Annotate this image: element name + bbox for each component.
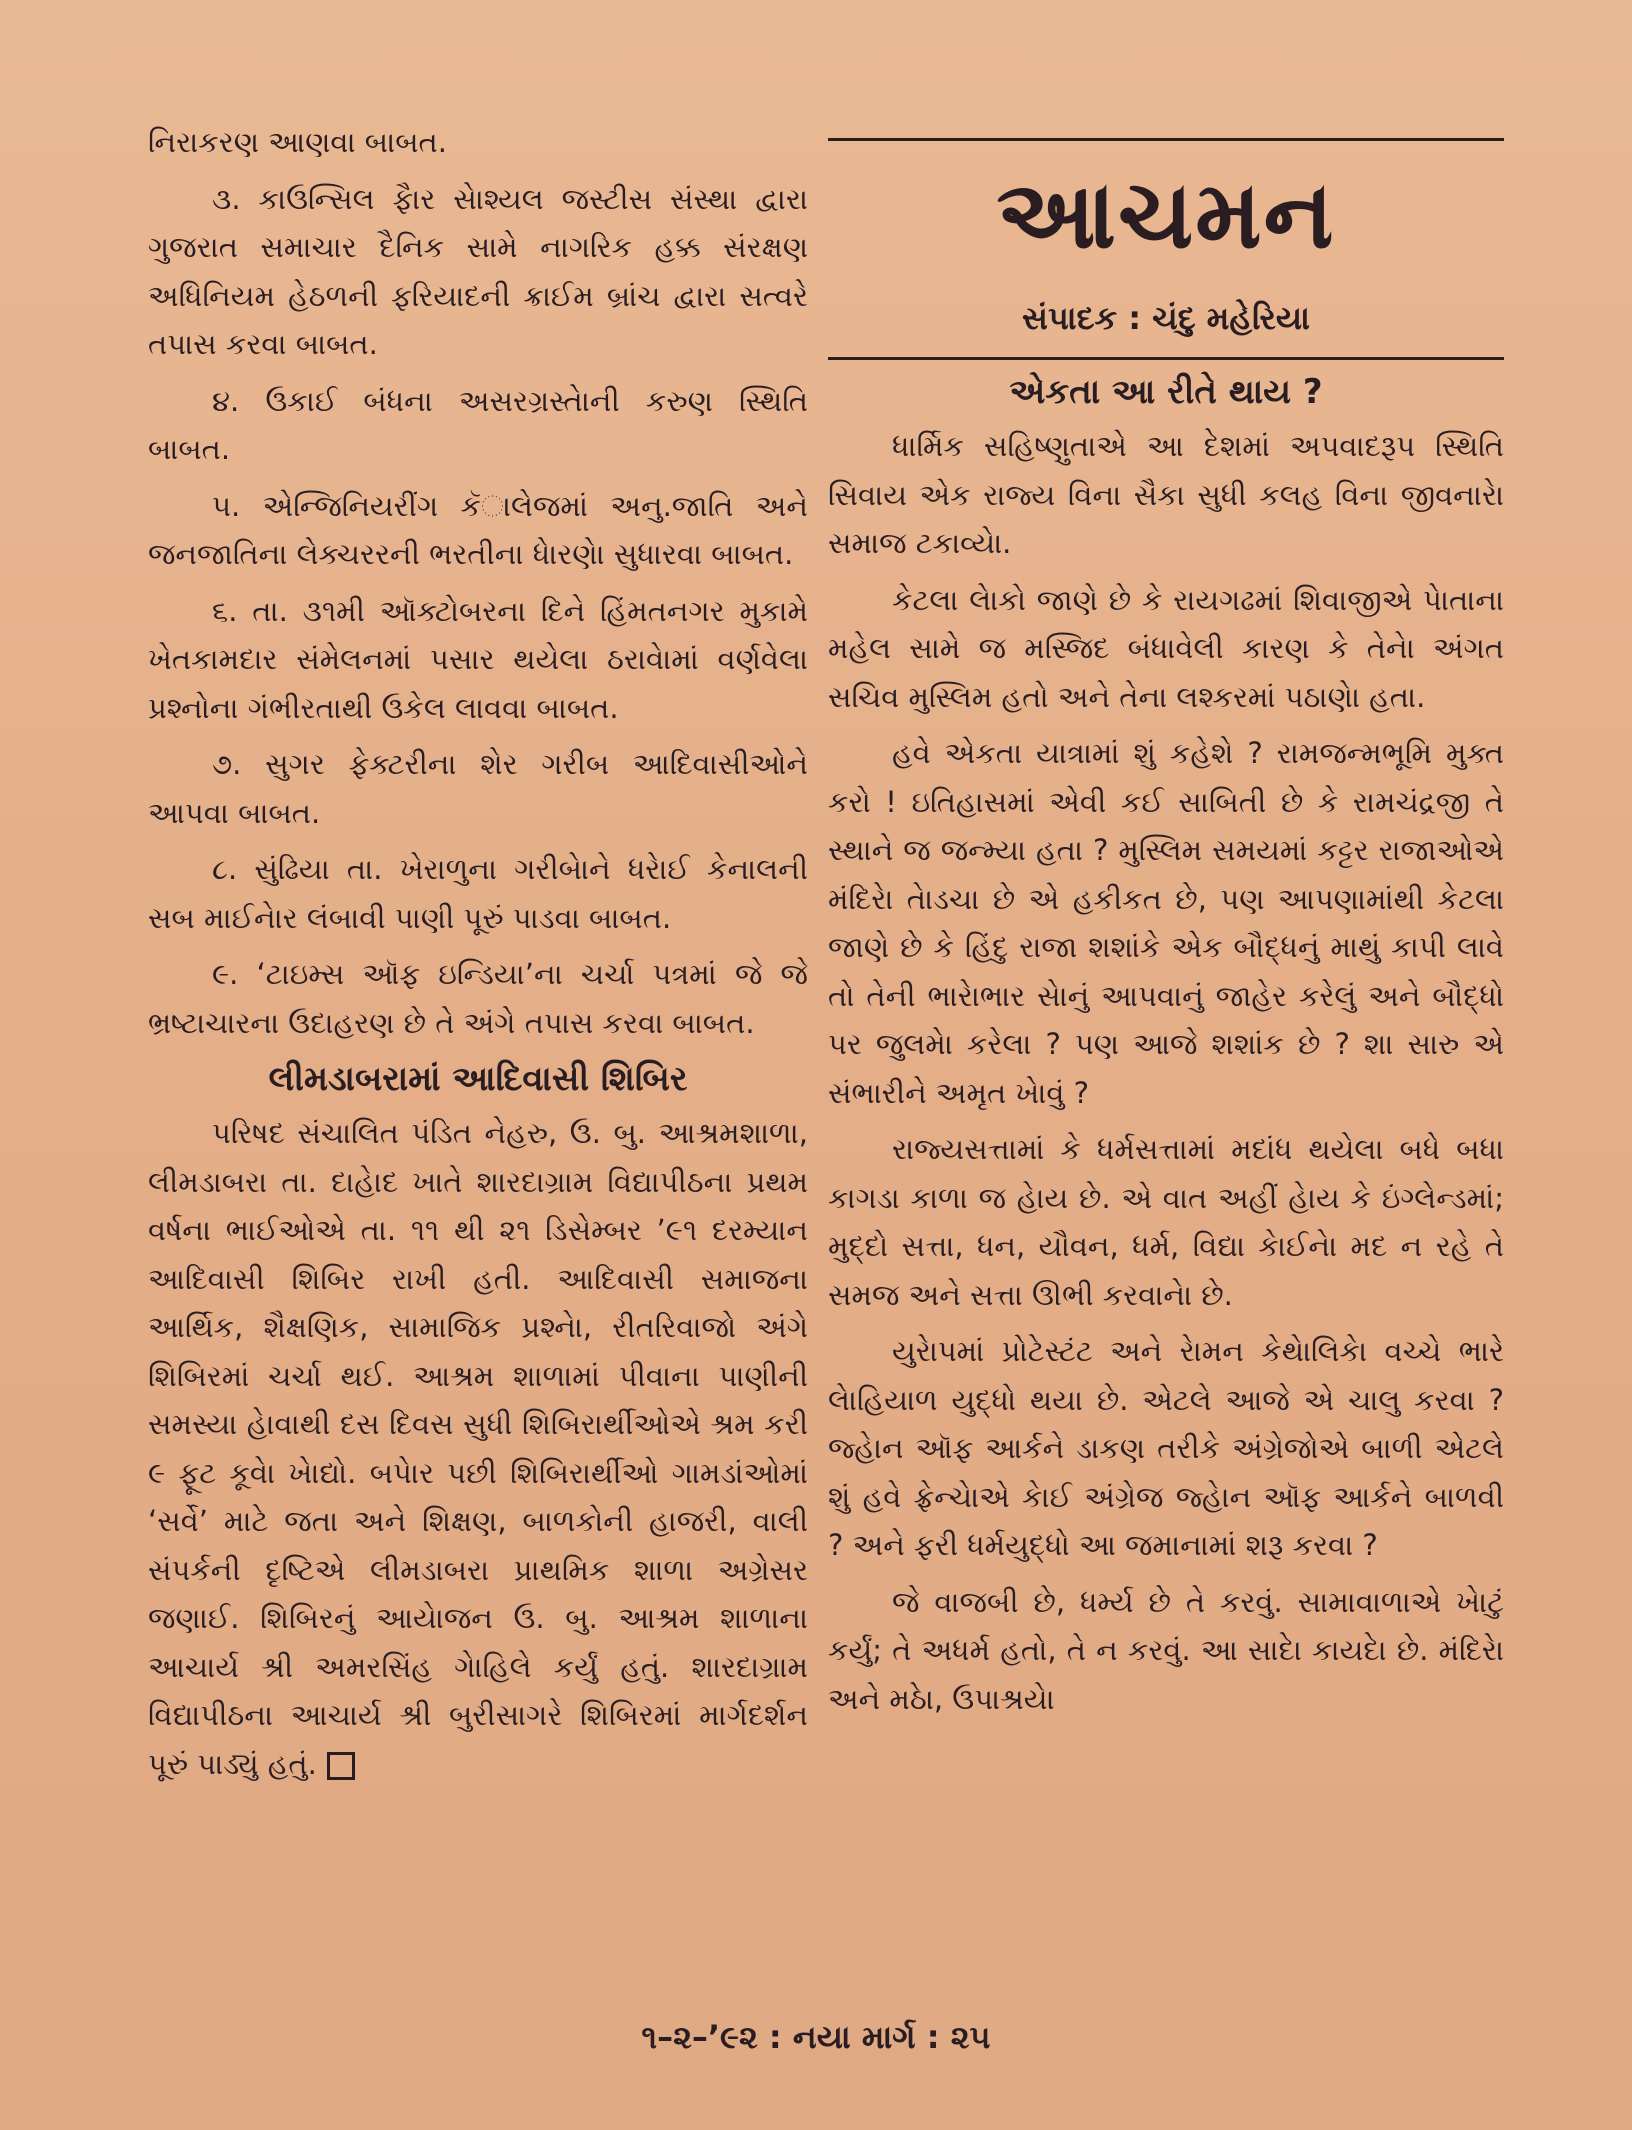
continuation-text: નિરાકરણ આણવા બાબત. (148, 125, 447, 159)
section-body (148, 1109, 808, 1788)
article-paragraph: જે વાજબી છે, ધર્મ્ય છે તે કરવું. સામાવાળાએ ખેાટું કર્યું; તે અધર્મ હતો, તે ન કરવું. આ સાદેા કાયદેા છે. મંદિરેા અને મઠેા, ઉપાશ્રયેા (828, 1584, 1504, 1716)
column-masthead: આચમન (996, 161, 1336, 270)
list-item: ૯. ‘ટાઇમ્સ ઑફ ઇન્ડિયા’ના ચર્ચા પત્રમાં જે જે ભ્રષ્ટાચારના ઉદાહરણ છે તે અંગે તપાસ કરવા બાબત. (148, 957, 808, 1040)
list-item: ૩. કાઉન્સિલ ફૈાર સેાશ્યલ જસ્ટીસ સંસ્થા દ્વારા ગુજરાત સમાચાર દૈનિક સામે નાગરિક હક્ક સંરક્ષણ અધિનિયમ હેઠળની ફરિયાદની ક્રાઈમ બ્રાંચ દ્વારા સત્વરે તપાસ કરવા બાબત. (148, 181, 808, 361)
header-rule (828, 357, 1504, 360)
article-title: એકતા આ રીતે થાય ? (1009, 372, 1323, 412)
article-paragraph: રાજ્યસત્તામાં કે ધર્મસત્તામાં મદાંધ થયેલા બધે બધા કાગડા કાળા જ હેાય છે. એ વાત અહીં હેાય કે ઇંગ્લેન્ડમાં; મુદ્દો સત્તા, ધન, યૌવન, ધર્મ, વિદ્યા કેાઈનેા મદ ન રહે તે સમજ અને સત્તા ઊભી કરવાનેા છે. (828, 1132, 1504, 1312)
list-item: ૬. તા. ૩૧મી ઑક્ટોબરના દિને હિંમતનગર મુકામે ખેતકામદાર સંમેલનમાં પસાર થયેલા ઠરાવેામાં વર્ણવેલા પ્રશ્નોના ગંભીરતાથી ઉકેલ લાવવા બાબત. (148, 593, 808, 725)
section-body-text: પરિષદ સંચાલિત પંડિત નેહરુ, ઉ. બુ. આશ્રમશાળા, લીમડાબરા તા. દાહેાદ ખાતે શારદાગ્રામ વિદ્યાપીઠના પ્રથમ વર્ષના ભાઈઓએ તા. ૧૧ થી ૨૧ ડિસેમ્બર ’૯૧ દરમ્યાન આદિવાસી શિબિર રાખી હતી. આદિવાસી સમાજના આર્થિક, શૈક્ષણિક, સામાજિક પ્રશ્નેા, રીતરિવાજો અંગે શિબિરમાં ચર્ચા થઈ. આશ્રમ શાળામાં પીવાના પાણીની સમસ્યા હેાવાથી દસ દિવસ સુધી શિબિરાર્થીઓએ શ્રમ કરી ૯ ફૂટ કૂવેા ખેાદ્યો. બપેાર પછી શિબિરાર્થીઓ ગામડાંઓમાં ‘સર્વે’ માટે જતા અને શિક્ષણ, બાળકોની હાજરી, વાલી સંપર્કની દૃષ્ટિએ લીમડાબરા પ્રાથમિક શાળા અગ્રેસર જણાઈ. શિબિરનું આયેાજન ઉ. બુ. આશ્રમ શાળાના આચાર્ય શ્રી અમરસિંહ ગેાહિલે કર્યું હતું. શારદાગ્રામ વિદ્યાપીઠના આચાર્ય શ્રી બુરીસાગરે શિબિરમાં માર્ગદર્શન પૂરું પાડ્યું હતું. (148, 1116, 808, 1781)
right-column (828, 138, 1504, 1723)
article-paragraph: યુરેાપમાં પ્રોટેસ્ટંટ અને રેામન કેથેાલિકેા વચ્ચે ભારે લેાહિયાળ યુદ્ધો થયા છે. એટલે આજે એ ચાલુ કરવા ? જ્હેાન ઑફ આર્કને ડાકણ તરીકે અંગ્રેજોએ બાળી એટલે શું હવે ફ્રેન્ચેાએ કેાઈ અંગ્રેજ જ્હેાન ઑફ આર્કને બાળવી ? અને ફરી ધર્મયુદ્ધો આ જમાનામાં શરૂ કરવા ? (828, 1334, 1504, 1562)
article-paragraph: ધાર્મિક સહિષ્ણુતાએ આ દેશમાં અપવાદરૂપ સ્થિતિ સિવાય એક રાજ્ય વિના સૈકા સુધી કલહ વિના જીવનારેા સમાજ ટકાવ્યેા. (828, 429, 1504, 560)
page-footer: ૧–૨–’૯૨ : નયા માર્ગ : ૨૫ (641, 2018, 991, 2056)
article-paragraph: હવે એકતા યાત્રામાં શું કહેશે ? રામજન્મભૂમિ મુક્ત કરો ! ઇતિહાસમાં એવી કઈ સાબિતી છે કે રામચંદ્રજી તે સ્થાને જ જન્મ્યા હતા ? મુસ્લિમ સમયમાં કટ્ટર રાજાઓએ મંદિરેા તેાડચા છે એ હકીકત છે, પણ આપણામાંથી કેટલા જાણે છે કે હિંદુ રાજા શશાંકે એક બૌદ્ધનું માથું કાપી લાવે તો તેની ભારેાભાર સેાનું આપવાનું જાહેર કરેલું અને બૌદ્ધો પર જુલમેા કરેલા ? પણ આજે શશાંક છે ? શા સારુ એ સંભારીને અમૃત ખેાવું ? (828, 736, 1504, 1110)
section-heading: લીમડાબરામાં આદિવાસી શિબિર (268, 1059, 688, 1099)
left-column (148, 118, 808, 1788)
end-square-icon (327, 1752, 355, 1780)
list-item: ૫. એન્જિનિયરીંગ કૅાલેજમાં અનુ.જાતિ અને જનજાતિના લેક્ચરરની ભરતીના ધેારણેા સુધારવા બાબત. (148, 488, 808, 571)
top-rule (828, 138, 1504, 141)
list-item: ૮. સુંઢિયા તા. ખેરાળુના ગરીબેાને ધરેાઈ કેનાલની સબ માઈનેાર લંબાવી પાણી પૂરું પાડવા બાબત. (148, 852, 808, 935)
list-item: ૪. ઉકાઈ બંધના અસરગ્રસ્તેાની કરુણ સ્થિતિ બાબત. (148, 383, 808, 466)
list-item: ૭. સુગર ફેક્ટરીના શેર ગરીબ આદિવાસીઓને આપવા બાબત. (148, 747, 808, 830)
editor-credit: સંપાદક : ચંદુ મહેરિયા (1022, 299, 1310, 337)
article-paragraph: કેટલા લેાકો જાણે છે કે રાયગઢમાં શિવાજીએ પેાતાના મહેલ સામે જ મસ્જિદ બંધાવેલી કારણ કે તેનેા અંગત સચિવ મુસ્લિમ હતો અને તેના લશ્કરમાં પઠાણેા હતા. (828, 582, 1504, 714)
